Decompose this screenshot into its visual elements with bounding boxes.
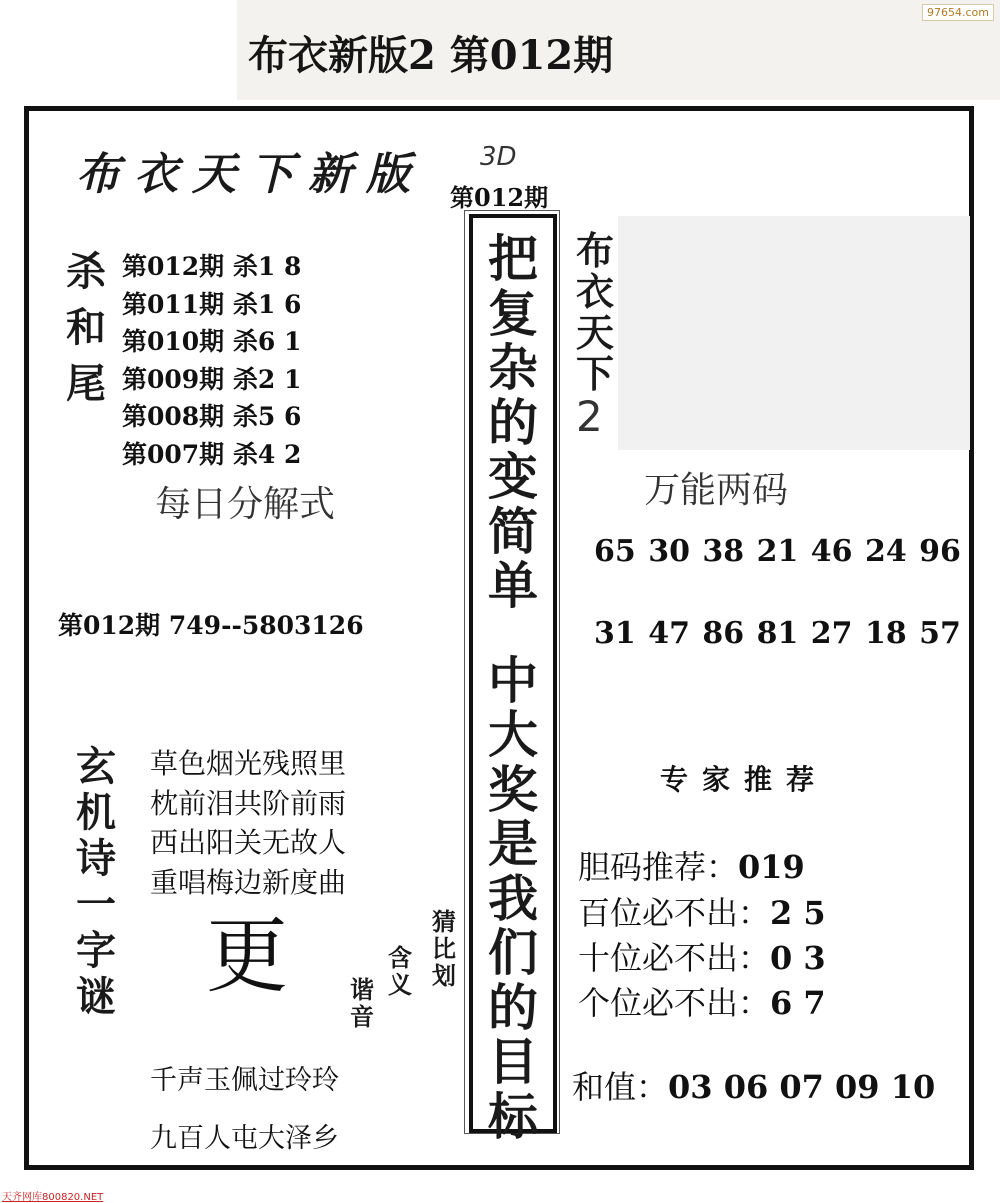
slogan-char: 我 bbox=[488, 868, 538, 928]
poem-line: 西出阳关无故人 bbox=[150, 826, 347, 859]
sum-value: 03 06 07 09 10 bbox=[668, 1068, 936, 1106]
3d-label: 3D bbox=[480, 142, 517, 172]
kill-row: 第007期 杀4 2 bbox=[122, 439, 302, 469]
kill-section-label bbox=[62, 244, 110, 412]
poem-label-char: 一 bbox=[76, 881, 116, 928]
poem-line: 重唱梅边新度曲 bbox=[150, 865, 347, 899]
hundreds-exclude-label: 百位必不出： bbox=[578, 894, 771, 932]
brand-char: 衣 bbox=[575, 269, 614, 314]
poem-label-char: 诗 bbox=[76, 835, 116, 882]
slogan-char: 把 bbox=[488, 229, 538, 288]
riddle-clue: 千声玉佩过玲玲 bbox=[150, 1065, 339, 1096]
two-code-row: 65 30 38 21 46 24 96 bbox=[594, 534, 961, 569]
tens-exclude-value: 0 3 bbox=[770, 939, 826, 977]
dan-code-label: 胆码推荐： bbox=[578, 848, 739, 886]
brand-char: 天 bbox=[575, 310, 614, 355]
expert-recommend-title: 专家推荐 bbox=[660, 763, 829, 796]
header-blank-area bbox=[0, 0, 237, 100]
tens-exclude-label: 十位必不出： bbox=[578, 939, 771, 977]
units-exclude-label: 个位必不出： bbox=[578, 984, 771, 1022]
poem-lines bbox=[150, 744, 346, 902]
brand-number: 2 bbox=[576, 392, 603, 441]
dan-code-row bbox=[578, 842, 805, 888]
kill-list bbox=[122, 248, 301, 474]
riddle-clue: 九百人屯大泽乡 bbox=[150, 1123, 339, 1154]
units-exclude-row bbox=[578, 978, 826, 1024]
hundreds-exclude-value: 2 5 bbox=[770, 894, 826, 932]
page-title: 布衣新版2 第012期 bbox=[248, 32, 614, 79]
hint-char: 划 bbox=[432, 961, 456, 990]
kill-row: 第010期 杀6 1 bbox=[122, 327, 302, 357]
riddle-answer: 更 bbox=[206, 909, 289, 1004]
tens-exclude-row bbox=[578, 933, 826, 979]
issue-number: 第012期 bbox=[450, 183, 549, 212]
kill-row: 第011期 杀1 6 bbox=[122, 289, 302, 319]
footer-watermark: 天齐网库800820.NET bbox=[2, 1192, 104, 1203]
hint-char: 含 bbox=[388, 943, 412, 972]
slogan-char: 是 bbox=[488, 814, 538, 873]
slogan-char: 变 bbox=[488, 447, 538, 506]
banner-title: 布衣天下新版 bbox=[76, 149, 424, 200]
slogan-char: 标 bbox=[488, 1086, 538, 1146]
poem-line: 枕前泪共阶前雨 bbox=[150, 786, 347, 820]
slogan-column bbox=[469, 214, 557, 1146]
brand-vertical-name bbox=[570, 230, 620, 394]
poem-label-char: 玄 bbox=[76, 743, 116, 790]
slogan-char: 复 bbox=[488, 283, 538, 343]
slogan-char: 简 bbox=[488, 501, 538, 561]
poem-label-char: 谜 bbox=[76, 973, 116, 1020]
units-exclude-value: 6 7 bbox=[770, 984, 826, 1022]
bottom-strip bbox=[0, 1172, 1000, 1203]
daily-formula-title: 每日分解式 bbox=[155, 484, 336, 525]
kill-row: 第009期 杀2 1 bbox=[122, 364, 302, 394]
slogan-char: 奖 bbox=[488, 759, 538, 819]
dan-code-value: 019 bbox=[738, 848, 805, 886]
brand-char: 布 bbox=[575, 228, 614, 273]
brand-char: 下 bbox=[575, 351, 614, 396]
kill-label-char: 杀 bbox=[66, 248, 106, 295]
hint-char: 音 bbox=[350, 1002, 374, 1031]
kill-row: 第008期 杀5 6 bbox=[122, 402, 302, 432]
hundreds-exclude-row bbox=[578, 888, 826, 934]
kill-label-char: 和 bbox=[66, 304, 106, 351]
slogan-char: 的 bbox=[488, 392, 538, 452]
sum-value-row bbox=[572, 1062, 935, 1108]
kill-label-char: 尾 bbox=[66, 360, 106, 407]
kill-row: 第012期 杀1 8 bbox=[122, 252, 302, 281]
daily-formula-line: 第012期 749--5803126 bbox=[58, 611, 364, 640]
poem-riddle-label bbox=[66, 744, 126, 1020]
poem-label-char: 字 bbox=[76, 927, 116, 974]
slogan-char: 们 bbox=[488, 923, 538, 982]
hint-meaning bbox=[380, 944, 420, 998]
image-placeholder bbox=[618, 216, 970, 450]
slogan-char: 杂 bbox=[488, 338, 538, 397]
two-code-title: 万能两码 bbox=[644, 470, 789, 511]
slogan-char: 目 bbox=[488, 1032, 538, 1091]
hint-char: 比 bbox=[432, 934, 456, 963]
site-watermark: 97654.com bbox=[922, 4, 994, 21]
hint-homophone bbox=[340, 976, 384, 1030]
poem-label-char: 机 bbox=[76, 789, 116, 836]
hint-char: 义 bbox=[388, 970, 412, 999]
slogan-char: 中 bbox=[488, 650, 538, 710]
slogan-char: 单 bbox=[488, 556, 538, 615]
hint-stroke-guess bbox=[422, 908, 466, 989]
sum-label: 和值： bbox=[572, 1068, 669, 1106]
slogan-char: 的 bbox=[488, 977, 538, 1037]
two-code-row: 31 47 86 81 27 18 57 bbox=[594, 616, 961, 651]
poem-line: 草色烟光残照里 bbox=[150, 747, 347, 780]
hint-char: 猜 bbox=[432, 907, 456, 936]
hint-char: 谐 bbox=[350, 975, 374, 1004]
slogan-char: 大 bbox=[488, 705, 538, 764]
